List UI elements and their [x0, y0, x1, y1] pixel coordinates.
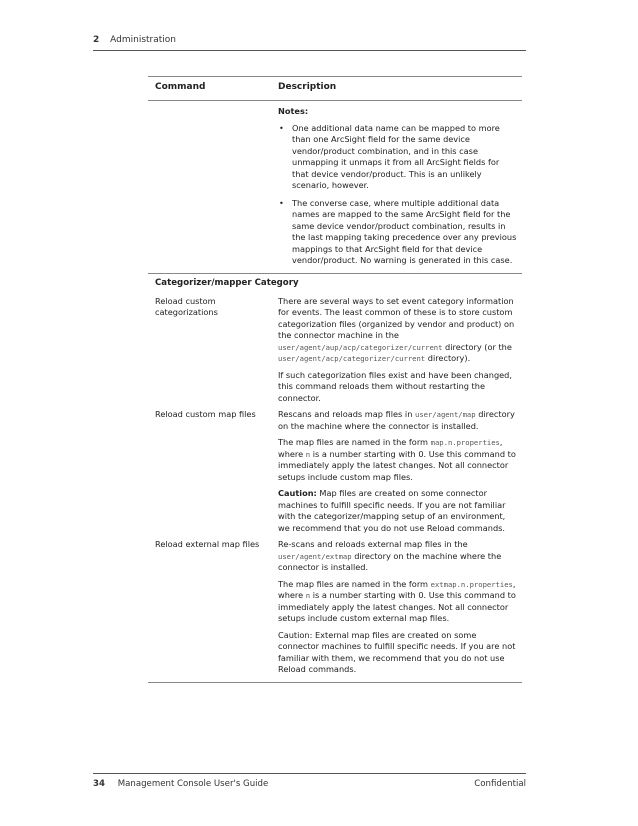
table-row	[148, 409, 522, 534]
command-cell: Reload custom categorizations	[155, 295, 218, 317]
page-header	[93, 35, 176, 45]
command-table	[148, 76, 522, 683]
code-path: user/agent/map	[415, 410, 476, 419]
table-row-notes	[148, 106, 522, 267]
chapter-number: 2	[93, 35, 100, 45]
bullet-icon: •	[279, 197, 284, 208]
code-filename: map.n.properties	[430, 438, 500, 447]
table-header-row	[148, 76, 522, 101]
page-footer-left	[93, 779, 268, 789]
category-title: Categorizer/mapper Category	[155, 277, 299, 288]
code-path: user/agent/aup/acp/categorizer/current	[278, 342, 443, 352]
header-rule	[93, 50, 526, 51]
table-row	[148, 539, 522, 676]
description-cell: Re-scans and reloads external map files in the user/agent/extmap directory on the machine where the connector is installed. The map files are named in the form extmap.n.properties, where n is a number starting with 0. Use this command to immediately apply the latest changes. Not all connector setups include custom external map files. Caution: External map files are created on some connector machines to fulfill specific needs. If you are not familiar with them, we recommend that you do not use Reload commands.	[278, 539, 516, 674]
column-header-description: Description	[278, 82, 337, 92]
chapter-title: Administration	[110, 35, 176, 45]
notes-heading: Notes:	[278, 106, 309, 116]
footer-rule	[93, 773, 526, 774]
list-item: • One additional data name can be mapped to more than one ArcSight field for the same device vendor/product combination, and in this case unmapping it unmaps it from all ArcSight fields for that device vendor/product. This is an unlikely scenario, however.	[279, 122, 500, 190]
table-row	[148, 296, 522, 405]
description-cell: There are several ways to set event category information for events. The least common of these is to store custom categorization files (organized by vendor and product) on the connector machine in the user/agent/aup/acp/categorizer/current directory (or the user/agent/acp/categorizer/current directory). If such categorization files exist and have been changed, this command reloads them without restarting the connector.	[278, 295, 515, 403]
book-title: Management Console User's Guide	[117, 779, 269, 789]
code-path: user/agent/extmap	[278, 551, 352, 561]
description-cell: Rescans and reloads map files in user/agent/map directory on the machine where the connector is installed. The map files are named in the form map.n.properties, where n is a number starting with 0. Use this command to immediately apply the latest changes. Not all connector setups include custom map files. Caution: Map files are created on some connector machines to fulfill specific needs. If you are not familiar with the categorizer/mapping setup of an environment, we recommend that you do not use Reload commands.	[278, 409, 516, 533]
command-cell: Reload custom map files	[155, 409, 256, 419]
column-header-command: Command	[155, 82, 206, 92]
list-item: • The converse case, where multiple additional data names are mapped to the same ArcSight field for the same device vendor/product combination, results in the last mapping taking precedence over any previous mappings to that ArcSight field for that device vendor/product. No warning is generated in this case.	[279, 197, 517, 265]
bullet-icon: •	[279, 122, 284, 133]
caution-label: Caution:	[278, 488, 317, 498]
table-bottom-rule	[148, 682, 522, 683]
classification-label: Confidential	[474, 779, 526, 789]
code-filename: extmap.n.properties	[430, 579, 513, 589]
category-heading-row	[148, 273, 522, 292]
command-cell: Reload external map files	[155, 539, 260, 549]
code-path: user/agent/acp/categorizer/current	[278, 354, 426, 363]
page-number: 34	[93, 779, 105, 789]
